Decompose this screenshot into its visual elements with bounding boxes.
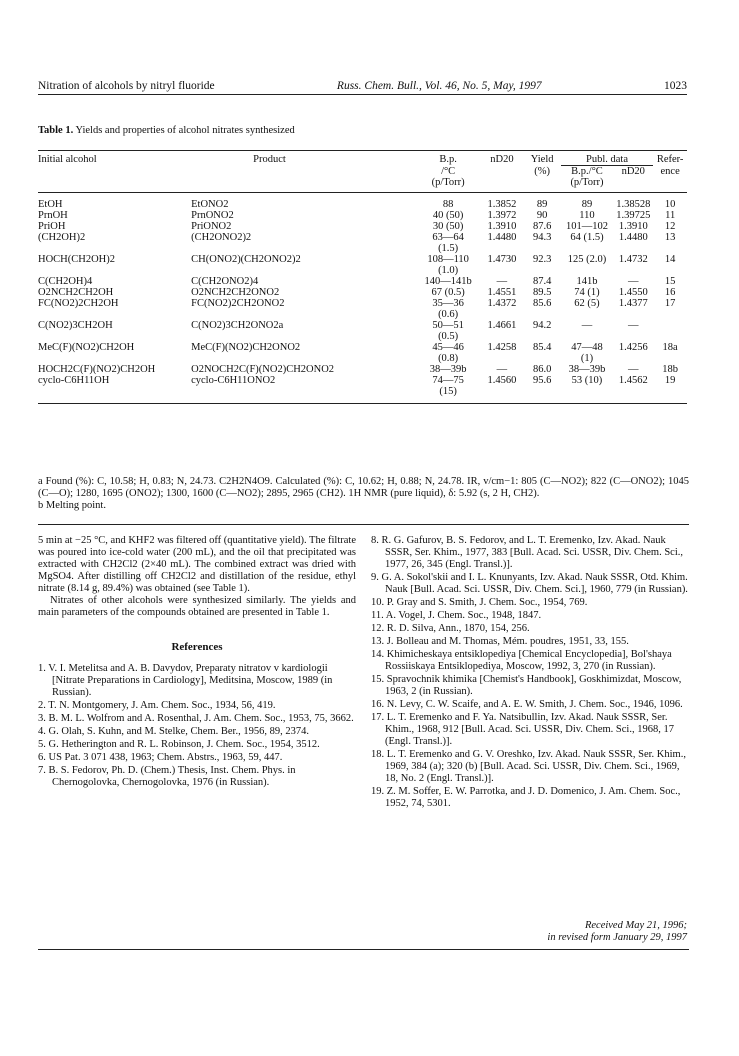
cell-yield: 86.0 [532, 364, 552, 375]
header-product: Product [191, 151, 416, 166]
cell-bp-value: 45—46 [432, 342, 464, 353]
cell-ref: 17 [664, 298, 676, 309]
header-ref: Refer- [653, 151, 687, 166]
journal-citation: Russ. Chem. Bull., Vol. 46, No. 5, May, 1997 [336, 80, 542, 92]
cell-product: FC(NO2)2CH2ONO2 [191, 298, 285, 309]
reference-list-right [371, 535, 689, 810]
cell-bp [416, 320, 480, 342]
bottom-rule [38, 949, 689, 950]
cell-product: EtONO2 [191, 199, 229, 210]
cell-bp-pressure: (1.5) [438, 243, 459, 254]
cell-yield: 89 [536, 199, 548, 210]
cell-publ-nd: 1.4550 [618, 287, 648, 298]
cell-bp: 30 (50) [432, 221, 464, 232]
cell-alcohol: EtOH [38, 199, 63, 210]
cell-product: O2NCH2CH2ONO2 [191, 287, 280, 298]
cell-nd: — [496, 364, 508, 375]
cell-nd: 1.3972 [487, 210, 517, 221]
cell-bp [416, 375, 480, 404]
reference-item: 2. T. N. Montgomery, J. Am. Chem. Soc., 1934, 56, 419. [38, 700, 276, 711]
cell-bp [416, 254, 480, 276]
cell-alcohol: PriOH [38, 221, 66, 232]
reference-item: 5. G. Hetherington and R. L. Robinson, J. Chem. Soc., 1954, 3512. [38, 739, 320, 750]
cell-publ-nd: 1.3910 [618, 221, 648, 232]
header-yield: Yield [524, 151, 561, 166]
header-ref-2: ence [660, 165, 680, 177]
reference-item: 10. P. Gray and S. Smith, J. Chem. Soc., 1954, 769. [371, 597, 588, 608]
reference-item: 1. V. I. Metelitsa and A. B. Davydov, Preparaty nitratov v kardiologii [Nitrate Preparations in Cardiology], Meditsina, Moscow, 1989 (in Russian). [38, 663, 333, 698]
reference-item: 3. B. M. L. Wolfrom and A. Rosenthal, J. Am. Chem. Soc., 1953, 75, 3662. [38, 713, 354, 724]
cell-bp: 88 [442, 199, 454, 210]
table-row [38, 320, 687, 342]
cell-yield: 87.4 [532, 276, 552, 287]
left-column [38, 535, 356, 790]
cell-yield: 95.6 [524, 375, 561, 404]
cell-alcohol: HOCH2C(F)(NO2)CH2OH [38, 364, 156, 375]
cell-publ-bp: 64 (1.5) [570, 232, 604, 243]
cell-ref: 16 [664, 287, 676, 298]
table-row [38, 254, 687, 276]
reference-item: 6. US Pat. 3 071 438, 1963; Chem. Abstrs., 1963, 59, 447. [38, 752, 283, 763]
cell-publ-nd: 1.4732 [618, 254, 648, 265]
cell-publ-nd: 1.4480 [618, 232, 648, 243]
reference-list-left [38, 663, 356, 789]
revised-line: in revised form January 29, 1997 [547, 932, 687, 943]
cell-yield: 85.6 [532, 298, 552, 309]
cell-bp [416, 298, 480, 320]
cell-bp-pressure: (0.8) [438, 353, 459, 364]
cell-ref: 10 [664, 199, 676, 210]
header-publ-nd: nD20 [621, 166, 645, 177]
cell-publ-bp: 38—39b [568, 364, 606, 375]
cell-bp [416, 342, 480, 364]
cell-bp-value: 50—51 [432, 320, 464, 331]
cell-alcohol: (CH2OH)2 [38, 232, 86, 243]
reference-item: 19. Z. M. Soffer, E. W. Parrotka, and J. D. Domenico, J. Am. Chem. Soc., 1952, 74, 5301. [371, 786, 681, 809]
cell-ref: 14 [664, 254, 676, 265]
cell-ref: 19 [653, 375, 687, 404]
reference-item: 16. N. Levy, C. W. Scaife, and A. E. W. Smith, J. Chem. Soc., 1946, 1096. [371, 699, 683, 710]
cell-product: CH(ONO2)(CH2ONO2)2 [191, 254, 301, 265]
table-row [38, 287, 687, 298]
cell-bp: 67 (0.5) [431, 287, 465, 298]
cell-ref [653, 320, 687, 342]
body-paragraph: Nitrates of other alcohols were synthesized similarly. The yields and main parameters of the compounds obtained are presented in Table 1. [38, 595, 356, 618]
header-bp-unit: /°C [441, 165, 456, 177]
cell-nd: 1.4661 [487, 320, 517, 331]
cell-publ-nd: 1.38528 [616, 199, 651, 210]
cell-publ-bp: 89 [581, 199, 593, 210]
cell-bp-pressure: (0.6) [438, 309, 459, 320]
header-alcohol: Initial alcohol [38, 151, 191, 166]
cell-publ-bp: 74 (1) [574, 287, 600, 298]
cell-alcohol: FC(NO2)2CH2OH [38, 298, 119, 309]
cell-bp-value: 63—64 [432, 232, 464, 243]
table-header-row [38, 151, 687, 166]
header-publ: Publ. data [561, 151, 654, 166]
cell-product: PriONO2 [191, 221, 232, 232]
cell-ref: 15 [664, 276, 676, 287]
reference-item: 15. Spravochnik khimika [Chemist's Handbook], Goskhimizdat, Moscow, 1963, 2 (in Russian). [371, 674, 682, 697]
table-row [38, 232, 687, 254]
header-publ-bp: B.p./°C [571, 166, 603, 177]
table-caption [38, 125, 295, 136]
cell-product: O2NOCH2C(F)(NO2)CH2ONO2 [191, 364, 335, 375]
table-row [38, 364, 687, 375]
cell-ref: 11 [665, 210, 676, 221]
cell-publ-nd: 1.4256 [618, 342, 648, 353]
reference-item: 12. R. D. Silva, Ann., 1870, 154, 256. [371, 623, 530, 634]
table-row [38, 210, 687, 221]
table-row [38, 221, 687, 232]
cell-publ-bp: 53 (10) [561, 375, 614, 404]
cell-alcohol: MeC(F)(NO2)CH2OH [38, 342, 135, 353]
references-heading: References [171, 641, 223, 653]
cell-ref: 12 [664, 221, 676, 232]
cell-alcohol: cyclo-C6H11OH [38, 375, 191, 404]
reference-item: 11. A. Vogel, J. Chem. Soc., 1948, 1847. [371, 610, 542, 621]
body-paragraph: 5 min at −25 °C, and KHF2 was filtered off (quantitative yield). The filtrate was poured into ice-cold water (200 mL), and the oil that precipitated was extracted with CH2Cl2 (2×40 mL). The combined extract was dried with MgSO4. After distilling off CH2Cl2 and distillation of the residue, ethyl nitrate (8.14 g, 89.4%) was obtained (see Table 1). [38, 535, 356, 594]
cell-nd: — [496, 276, 508, 287]
cell-alcohol: PrnOH [38, 210, 68, 221]
reference-item: 4. G. Olah, S. Kuhn, and M. Stelke, Chem. Ber., 1956, 89, 2374. [38, 726, 309, 737]
cell-product: C(CH2ONO2)4 [191, 276, 259, 287]
cell-publ-bp: 62 (5) [574, 298, 600, 309]
footnote-b: b Melting point. [38, 500, 106, 511]
cell-nd: 1.3852 [487, 199, 517, 210]
cell-yield: 87.6 [532, 221, 552, 232]
cell-bp-value: 35—36 [432, 298, 464, 309]
cell-bp: 140—141b [424, 276, 472, 287]
cell-ref: 18b [662, 364, 679, 375]
cell-publ-nd: 1.4377 [618, 298, 648, 309]
cell-yield: 94.3 [532, 232, 552, 243]
cell-yield: 92.3 [532, 254, 552, 265]
cell-bp-pressure: (0.5) [438, 331, 459, 342]
table-footnotes [38, 476, 689, 512]
results-table [38, 150, 687, 404]
right-column [371, 535, 689, 811]
reference-item: 14. Khimicheskaya entsiklopediya [Chemical Encyclopedia], Bol'shaya Rossiiskaya Entsiklopediya, Moscow, 1992, 3, 270 (in Russian). [371, 649, 672, 672]
cell-publ-bp: 141b [576, 276, 598, 287]
table-row [38, 298, 687, 320]
cell-publ-nd: — [628, 276, 639, 287]
table-row [38, 276, 687, 287]
cell-publ-nd: 1.39725 [616, 210, 651, 221]
header-bp-unit2: (p/Torr) [416, 177, 480, 193]
cell-yield: 90 [536, 210, 548, 221]
cell-product: (CH2ONO2)2 [191, 232, 252, 243]
cell-alcohol: HOCH(CH2OH)2 [38, 254, 115, 265]
cell-bp: 38—39b [429, 364, 467, 375]
table-caption-text: Yields and properties of alcohol nitrates synthesized [73, 125, 295, 136]
table-row [38, 193, 687, 211]
cell-alcohol: O2NCH2CH2OH [38, 287, 114, 298]
cell-publ-bp: 110 [579, 210, 595, 221]
header-publ-bp2: (p/Torr) [561, 177, 614, 193]
cell-publ-nd: — [628, 320, 639, 331]
reference-item: 8. R. G. Gafurov, B. S. Fedorov, and L. T. Eremenko, Izv. Akad. Nauk SSSR, Ser. Khim., 1977, 383 [Bull. Acad. Sci. USSR, Div. Chem. Sci., 1977, 26, 345 (Engl. Transl.)]. [371, 535, 684, 570]
cell-alcohol: C(NO2)3CH2OH [38, 320, 113, 331]
cell-bp: 40 (50) [432, 210, 464, 221]
reference-item: 7. B. S. Fedorov, Ph. D. (Chem.) Thesis, Inst. Chem. Phys. in Chernogolovka, Chernogolovka, 1976 (in Russian). [38, 765, 296, 788]
cell-nd: 1.4560 [480, 375, 523, 404]
cell-nd: 1.4480 [487, 232, 517, 243]
table-header-row [38, 166, 687, 178]
footnote-a: a Found (%): C, 10.58; H, 0.83; N, 24.73. C2H2N4O9. Calculated (%): C, 10.62; H, 0.88; N, 24.78. IR, v/cm−1: 805 (C—NO2); 822 (C—ONO2); 1045 (C—O); 1280, 1695 (ONO2); 1300, 1600 (C—NO2); 2895, 2965 (CH2). 1H NMR (pure liquid), δ: 5.92 (s, 2 H, CH2). [38, 476, 689, 499]
cell-publ-bp [561, 342, 614, 364]
table-row [38, 375, 687, 404]
cell-yield: 94.2 [532, 320, 552, 331]
cell-nd: 1.4551 [487, 287, 517, 298]
cell-bp-pressure: (1.0) [438, 265, 459, 276]
cell-publ-bp-pressure: (1) [580, 353, 594, 364]
cell-bp-value: 74—75 [432, 375, 464, 386]
running-head [38, 80, 687, 95]
cell-publ-bp: 101—102 [565, 221, 608, 232]
cell-publ-bp-value: 47—48 [571, 342, 603, 353]
cell-publ-bp: 125 (2.0) [567, 254, 607, 265]
cell-nd: 1.4372 [487, 298, 517, 309]
cell-yield: 85.4 [532, 342, 552, 353]
cell-product: cyclo-C6H11ONO2 [191, 375, 416, 404]
received-line: Received May 21, 1996; [584, 920, 687, 931]
cell-product: C(NO2)3CH2ONO2a [191, 320, 284, 331]
cell-bp-value: 108—110 [427, 254, 469, 265]
cell-alcohol: C(CH2OH)4 [38, 276, 93, 287]
cell-product: MeC(F)(NO2)CH2ONO2 [191, 342, 301, 353]
reference-item: 17. L. T. Eremenko and F. Ya. Natsibullin, Izv. Akad. Nauk SSSR, Ser. Khim., 1968, 912 [Bull. Acad. Sci. USSR, Div. Chem. Sci., 1968, 17 (Engl. Transl.)]. [371, 712, 674, 747]
section-divider [38, 524, 689, 525]
cell-bp-pressure: (15) [439, 386, 457, 397]
cell-yield: 89.5 [532, 287, 552, 298]
page-number: 1023 [663, 80, 687, 92]
table-caption-label: Table 1. [38, 125, 74, 136]
cell-bp [416, 232, 480, 254]
reference-item: 18. L. T. Eremenko and G. V. Oreshko, Izv. Akad. Nauk SSSR, Ser. Khim., 1969, 384 (a); 320 (b) [Bull. Acad. Sci. USSR, Div. Chem. Sci., 1969, 18, No. 2 (Engl. Transl.)]. [371, 749, 686, 784]
cell-product: PrnONO2 [191, 210, 234, 221]
table-header-row [38, 177, 687, 193]
cell-nd: 1.4258 [487, 342, 517, 353]
header-yield-unit: (%) [534, 165, 550, 177]
cell-publ-bp: — [581, 320, 593, 331]
reference-item: 13. J. Bolleau and M. Thomas, Mém. poudres, 1951, 33, 155. [371, 636, 629, 647]
cell-ref: 18a [662, 342, 678, 353]
header-bp: B.p. [416, 151, 480, 166]
cell-nd: 1.4730 [487, 254, 517, 265]
article-title: Nitration of alcohols by nitryl fluoride [38, 80, 215, 92]
cell-publ-nd: — [628, 364, 639, 375]
cell-ref: 13 [664, 232, 676, 243]
cell-nd: 1.3910 [487, 221, 517, 232]
reference-item: 9. G. A. Sokol'skii and I. L. Knunyants, Izv. Akad. Nauk SSSR, Otd. Khim. Nauk [Bull. Acad. Sci. USSR, Div. Chem. Sci.], 1960, 779 (in Russian). [371, 572, 688, 595]
header-nd: nD20 [480, 151, 523, 166]
table-row [38, 342, 687, 364]
cell-publ-nd: 1.4562 [613, 375, 653, 404]
received-dates [547, 920, 687, 944]
